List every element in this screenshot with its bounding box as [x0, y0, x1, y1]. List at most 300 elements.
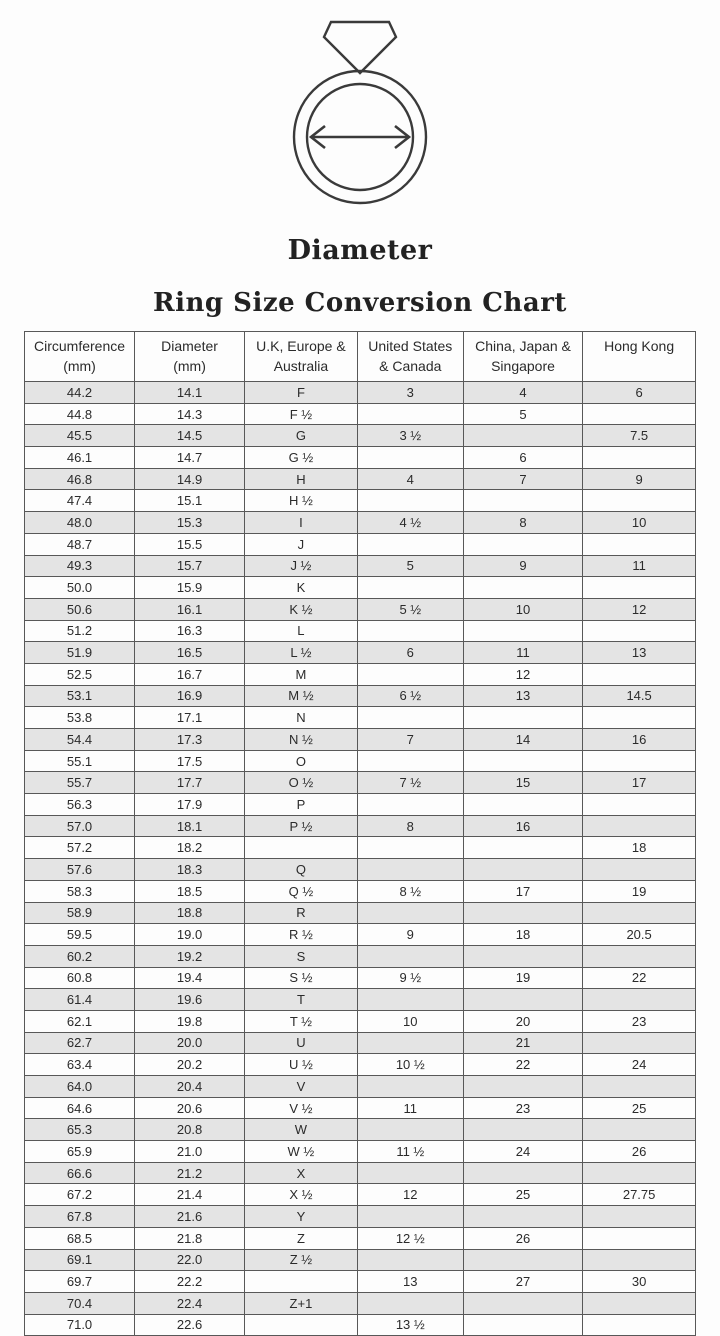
cell — [583, 707, 696, 729]
cell: 14.9 — [135, 468, 245, 490]
cell: 15 — [463, 772, 582, 794]
cell: 16 — [463, 815, 582, 837]
cell: G — [245, 425, 358, 447]
cell — [583, 533, 696, 555]
cell: 13 — [463, 685, 582, 707]
cell: 25 — [583, 1097, 696, 1119]
cell: 6 — [463, 447, 582, 469]
cell: 16.7 — [135, 663, 245, 685]
cell: 63.4 — [25, 1054, 135, 1076]
cell — [463, 577, 582, 599]
cell: 24 — [463, 1141, 582, 1163]
cell: 20.8 — [135, 1119, 245, 1141]
table-row — [25, 1076, 696, 1098]
cell: 17.5 — [135, 750, 245, 772]
table-row — [25, 1032, 696, 1054]
cell — [463, 1119, 582, 1141]
cell: 27.75 — [583, 1184, 696, 1206]
diamond-shape — [324, 22, 396, 73]
column-header-hong-kong: Hong Kong — [583, 332, 696, 382]
cell: 61.4 — [25, 989, 135, 1011]
cell: 18.5 — [135, 880, 245, 902]
table-row — [25, 945, 696, 967]
table-row — [25, 1141, 696, 1163]
cell: X — [245, 1162, 358, 1184]
cell: 10 ½ — [357, 1054, 463, 1076]
cell: S ½ — [245, 967, 358, 989]
cell: 46.8 — [25, 468, 135, 490]
cell: 55.1 — [25, 750, 135, 772]
table-row — [25, 1054, 696, 1076]
cell — [357, 403, 463, 425]
cell: 64.6 — [25, 1097, 135, 1119]
table-row — [25, 533, 696, 555]
column-header-china-japan-singapore: China, Japan & Singapore — [463, 332, 582, 382]
cell: 8 — [463, 512, 582, 534]
cell: 69.1 — [25, 1249, 135, 1271]
ring-illustration — [0, 0, 720, 211]
cell: 19.0 — [135, 924, 245, 946]
cell — [357, 577, 463, 599]
cell — [463, 533, 582, 555]
cell: X ½ — [245, 1184, 358, 1206]
cell: G ½ — [245, 447, 358, 469]
cell: W — [245, 1119, 358, 1141]
cell — [463, 945, 582, 967]
cell: 65.3 — [25, 1119, 135, 1141]
cell: 19.4 — [135, 967, 245, 989]
cell: U — [245, 1032, 358, 1054]
cell: 52.5 — [25, 663, 135, 685]
cell: 11 — [583, 555, 696, 577]
table-row — [25, 663, 696, 685]
cell — [357, 1292, 463, 1314]
cell: 17.7 — [135, 772, 245, 794]
cell: 22.4 — [135, 1292, 245, 1314]
cell: 6 ½ — [357, 685, 463, 707]
cell: 4 — [357, 468, 463, 490]
cell: O — [245, 750, 358, 772]
cell — [583, 1032, 696, 1054]
cell — [463, 902, 582, 924]
cell — [357, 663, 463, 685]
cell: 71.0 — [25, 1314, 135, 1336]
page-title: Ring Size Conversion Chart — [153, 288, 567, 318]
cell: 69.7 — [25, 1271, 135, 1293]
cell: 53.1 — [25, 685, 135, 707]
cell: 62.1 — [25, 1010, 135, 1032]
cell — [357, 707, 463, 729]
cell: 11 — [463, 642, 582, 664]
table-row — [25, 989, 696, 1011]
cell: 10 — [463, 598, 582, 620]
ring-size-conversion-table — [24, 331, 696, 1336]
cell: 18.8 — [135, 902, 245, 924]
cell — [463, 750, 582, 772]
table-row — [25, 685, 696, 707]
cell — [583, 794, 696, 816]
table-row — [25, 859, 696, 881]
table-row — [25, 902, 696, 924]
cell: 16.9 — [135, 685, 245, 707]
cell: 55.7 — [25, 772, 135, 794]
cell: 22 — [463, 1054, 582, 1076]
cell: 53.8 — [25, 707, 135, 729]
cell: 20.2 — [135, 1054, 245, 1076]
table-row — [25, 1184, 696, 1206]
cell: P — [245, 794, 358, 816]
cell: K ½ — [245, 598, 358, 620]
cell: 3 — [357, 382, 463, 404]
cell — [245, 1314, 358, 1336]
cell — [357, 902, 463, 924]
cell: 20.6 — [135, 1097, 245, 1119]
cell — [463, 1314, 582, 1336]
table-row — [25, 403, 696, 425]
cell: H ½ — [245, 490, 358, 512]
cell: 70.4 — [25, 1292, 135, 1314]
table-row — [25, 729, 696, 751]
cell: O ½ — [245, 772, 358, 794]
cell: 14 — [463, 729, 582, 751]
cell: 15.1 — [135, 490, 245, 512]
cell: 11 — [357, 1097, 463, 1119]
cell — [357, 859, 463, 881]
cell — [583, 663, 696, 685]
cell: 13 — [357, 1271, 463, 1293]
cell: 66.6 — [25, 1162, 135, 1184]
cell: 7 — [357, 729, 463, 751]
cell: 13 ½ — [357, 1314, 463, 1336]
cell: 27 — [463, 1271, 582, 1293]
cell: 19.6 — [135, 989, 245, 1011]
cell: J — [245, 533, 358, 555]
cell: 6 — [357, 642, 463, 664]
cell: V — [245, 1076, 358, 1098]
cell: 26 — [463, 1227, 582, 1249]
cell: K — [245, 577, 358, 599]
cell: 21.2 — [135, 1162, 245, 1184]
cell: S — [245, 945, 358, 967]
cell: 11 ½ — [357, 1141, 463, 1163]
cell: 4 — [463, 382, 582, 404]
cell — [357, 837, 463, 859]
cell — [583, 815, 696, 837]
cell: 46.1 — [25, 447, 135, 469]
cell — [583, 989, 696, 1011]
table-row — [25, 490, 696, 512]
table-row — [25, 1206, 696, 1228]
cell: F ½ — [245, 403, 358, 425]
cell: 7 — [463, 468, 582, 490]
cell — [583, 1292, 696, 1314]
cell: 6 — [583, 382, 696, 404]
table-row — [25, 772, 696, 794]
cell: L ½ — [245, 642, 358, 664]
cell: 51.9 — [25, 642, 135, 664]
cell: H — [245, 468, 358, 490]
cell: 25 — [463, 1184, 582, 1206]
cell: 65.9 — [25, 1141, 135, 1163]
cell: 47.4 — [25, 490, 135, 512]
cell: 23 — [583, 1010, 696, 1032]
cell — [245, 837, 358, 859]
table-row — [25, 1010, 696, 1032]
cell — [583, 902, 696, 924]
cell: M — [245, 663, 358, 685]
cell — [463, 794, 582, 816]
cell — [357, 447, 463, 469]
cell — [357, 490, 463, 512]
cell: 20 — [463, 1010, 582, 1032]
cell: P ½ — [245, 815, 358, 837]
cell: 17.9 — [135, 794, 245, 816]
cell — [583, 490, 696, 512]
cell: 12 ½ — [357, 1227, 463, 1249]
cell: 14.5 — [583, 685, 696, 707]
cell: 26 — [583, 1141, 696, 1163]
cell — [463, 707, 582, 729]
cell: 51.2 — [25, 620, 135, 642]
cell: 21.0 — [135, 1141, 245, 1163]
cell: 23 — [463, 1097, 582, 1119]
cell — [583, 1162, 696, 1184]
table-row — [25, 425, 696, 447]
cell — [463, 425, 582, 447]
cell: R — [245, 902, 358, 924]
table-row — [25, 620, 696, 642]
cell — [357, 794, 463, 816]
cell: 22.6 — [135, 1314, 245, 1336]
cell: 21 — [463, 1032, 582, 1054]
cell — [357, 750, 463, 772]
cell: 8 — [357, 815, 463, 837]
cell: 14.1 — [135, 382, 245, 404]
cell: 17.3 — [135, 729, 245, 751]
cell — [245, 1271, 358, 1293]
cell: J ½ — [245, 555, 358, 577]
cell: T ½ — [245, 1010, 358, 1032]
cell — [583, 1206, 696, 1228]
table-row — [25, 1227, 696, 1249]
diameter-arrow-icon — [311, 126, 409, 148]
cell: 9 — [357, 924, 463, 946]
cell — [357, 945, 463, 967]
cell: 15.7 — [135, 555, 245, 577]
table-row — [25, 707, 696, 729]
table-row — [25, 512, 696, 534]
cell: 19 — [463, 967, 582, 989]
cell: 4 ½ — [357, 512, 463, 534]
cell — [583, 945, 696, 967]
cell: 19.2 — [135, 945, 245, 967]
cell — [583, 1249, 696, 1271]
cell: N ½ — [245, 729, 358, 751]
cell — [463, 1076, 582, 1098]
cell: Q — [245, 859, 358, 881]
cell: Y — [245, 1206, 358, 1228]
cell: 9 ½ — [357, 967, 463, 989]
cell: 18.2 — [135, 837, 245, 859]
cell — [583, 859, 696, 881]
cell: 12 — [357, 1184, 463, 1206]
cell: 3 ½ — [357, 425, 463, 447]
cell: 57.6 — [25, 859, 135, 881]
table-row — [25, 447, 696, 469]
cell — [583, 1314, 696, 1336]
cell: 7.5 — [583, 425, 696, 447]
cell — [463, 859, 582, 881]
cell: 58.9 — [25, 902, 135, 924]
cell: 5 — [357, 555, 463, 577]
cell: 16 — [583, 729, 696, 751]
table-row — [25, 1292, 696, 1314]
table-row — [25, 577, 696, 599]
cell: 16.1 — [135, 598, 245, 620]
cell: Z ½ — [245, 1249, 358, 1271]
cell: 54.4 — [25, 729, 135, 751]
cell: 18 — [583, 837, 696, 859]
table-row — [25, 555, 696, 577]
cell — [357, 533, 463, 555]
ring-diameter-icon — [284, 16, 436, 206]
cell: 19 — [583, 880, 696, 902]
cell: 58.3 — [25, 880, 135, 902]
conversion-table-body — [25, 382, 696, 1336]
cell: V ½ — [245, 1097, 358, 1119]
cell: 45.5 — [25, 425, 135, 447]
table-row — [25, 598, 696, 620]
cell: 19.8 — [135, 1010, 245, 1032]
cell: 50.6 — [25, 598, 135, 620]
cell: 22.0 — [135, 1249, 245, 1271]
table-row — [25, 382, 696, 404]
column-header-diameter: Diameter (mm) — [135, 332, 245, 382]
cell: 48.0 — [25, 512, 135, 534]
cell: U ½ — [245, 1054, 358, 1076]
cell: 18 — [463, 924, 582, 946]
cell: 8 ½ — [357, 880, 463, 902]
cell — [583, 1119, 696, 1141]
cell: 68.5 — [25, 1227, 135, 1249]
cell — [463, 1206, 582, 1228]
cell: 17.1 — [135, 707, 245, 729]
cell: 21.4 — [135, 1184, 245, 1206]
cell — [583, 620, 696, 642]
column-header-uk-europe-australia: U.K, Europe & Australia — [245, 332, 358, 382]
cell — [463, 490, 582, 512]
table-row — [25, 815, 696, 837]
table-row — [25, 794, 696, 816]
table-row — [25, 1271, 696, 1293]
cell: 13 — [583, 642, 696, 664]
cell — [583, 403, 696, 425]
cell: 60.2 — [25, 945, 135, 967]
cell: 57.2 — [25, 837, 135, 859]
cell: Z+1 — [245, 1292, 358, 1314]
cell — [463, 1292, 582, 1314]
cell: 56.3 — [25, 794, 135, 816]
cell: 12 — [583, 598, 696, 620]
cell: 7 ½ — [357, 772, 463, 794]
cell — [357, 1162, 463, 1184]
cell: W ½ — [245, 1141, 358, 1163]
cell: 57.0 — [25, 815, 135, 837]
cell: 10 — [357, 1010, 463, 1032]
cell: 67.8 — [25, 1206, 135, 1228]
cell: 60.8 — [25, 967, 135, 989]
cell: 10 — [583, 512, 696, 534]
cell: 67.2 — [25, 1184, 135, 1206]
table-row — [25, 880, 696, 902]
cell: 24 — [583, 1054, 696, 1076]
table-row — [25, 468, 696, 490]
cell: 30 — [583, 1271, 696, 1293]
cell: 15.3 — [135, 512, 245, 534]
cell: 15.5 — [135, 533, 245, 555]
cell — [583, 577, 696, 599]
cell: 48.7 — [25, 533, 135, 555]
cell: 18.1 — [135, 815, 245, 837]
cell — [357, 1032, 463, 1054]
cell: 44.8 — [25, 403, 135, 425]
cell: M ½ — [245, 685, 358, 707]
diameter-label: Diameter — [287, 235, 433, 266]
column-header-circumference: Circumference (mm) — [25, 332, 135, 382]
cell: 50.0 — [25, 577, 135, 599]
table-row — [25, 1162, 696, 1184]
table-row — [25, 1249, 696, 1271]
cell: 64.0 — [25, 1076, 135, 1098]
cell: Z — [245, 1227, 358, 1249]
table-row — [25, 642, 696, 664]
cell: 16.3 — [135, 620, 245, 642]
cell: 17 — [463, 880, 582, 902]
table-row — [25, 1314, 696, 1336]
cell — [357, 620, 463, 642]
cell: L — [245, 620, 358, 642]
cell — [463, 620, 582, 642]
cell: 14.3 — [135, 403, 245, 425]
cell: 9 — [463, 555, 582, 577]
cell: N — [245, 707, 358, 729]
cell — [583, 1227, 696, 1249]
cell — [357, 1249, 463, 1271]
cell: T — [245, 989, 358, 1011]
table-row — [25, 750, 696, 772]
cell: R ½ — [245, 924, 358, 946]
cell: 22 — [583, 967, 696, 989]
cell — [357, 1076, 463, 1098]
cell: 20.4 — [135, 1076, 245, 1098]
cell — [357, 989, 463, 1011]
cell: 12 — [463, 663, 582, 685]
cell: 5 ½ — [357, 598, 463, 620]
table-row — [25, 967, 696, 989]
cell: 44.2 — [25, 382, 135, 404]
cell — [463, 1162, 582, 1184]
cell: 5 — [463, 403, 582, 425]
cell: 49.3 — [25, 555, 135, 577]
cell: 59.5 — [25, 924, 135, 946]
table-row — [25, 924, 696, 946]
table-row — [25, 837, 696, 859]
table-header-row — [25, 332, 696, 382]
cell: 9 — [583, 468, 696, 490]
column-header-us-canada: United States & Canada — [357, 332, 463, 382]
cell: 14.5 — [135, 425, 245, 447]
cell: 17 — [583, 772, 696, 794]
